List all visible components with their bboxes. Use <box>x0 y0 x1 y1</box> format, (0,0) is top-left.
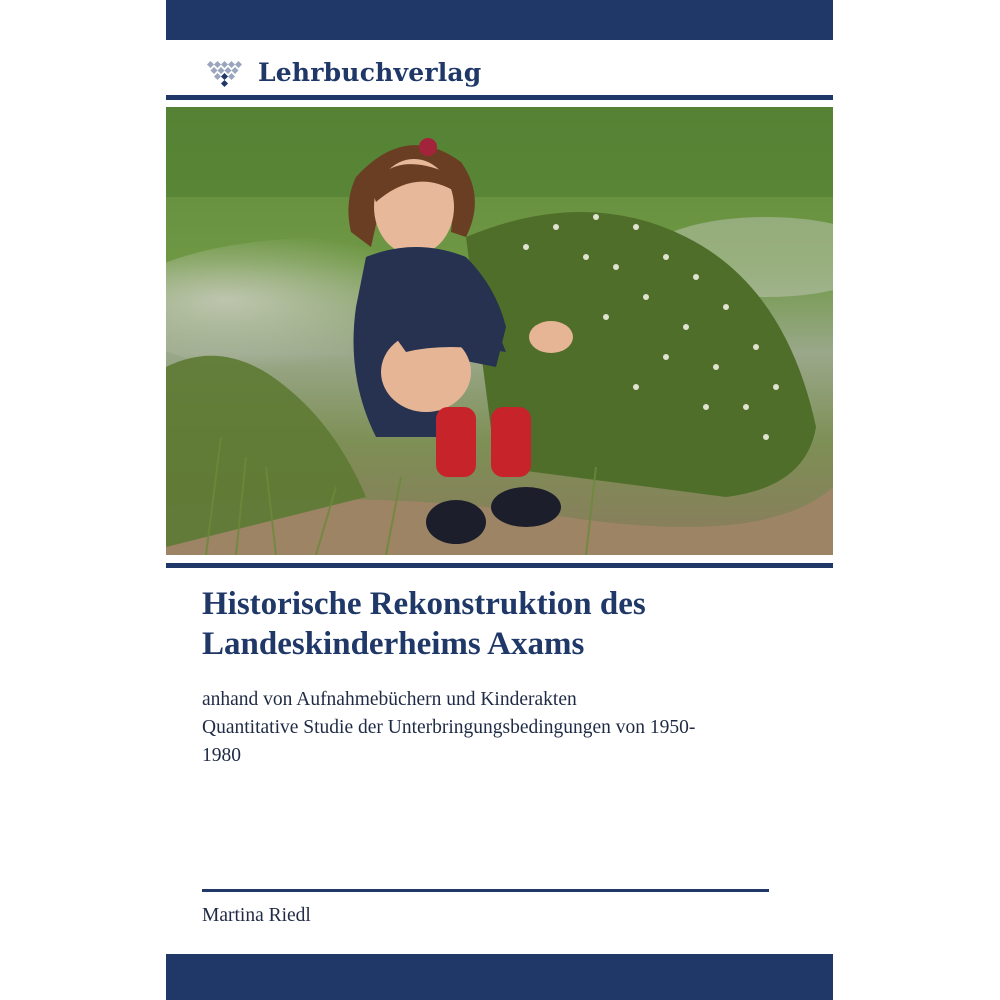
book-subtitle-line: anhand von Aufnahmebüchern und Kinderakten <box>202 689 577 710</box>
cover-photo-illustration <box>166 107 833 555</box>
header-divider <box>166 95 833 100</box>
book-title-line: Landeskinderheims Axams <box>202 626 585 662</box>
photo-divider <box>166 563 833 568</box>
book-title <box>202 584 802 664</box>
author-name: Martina Riedl <box>202 905 311 926</box>
author-divider <box>202 889 769 892</box>
book-cover <box>166 0 833 1000</box>
book-subtitle <box>202 686 762 770</box>
publisher-name: Lehrbuchverlag <box>258 57 482 87</box>
book-title-line: Historische Rekonstruktion des <box>202 586 646 622</box>
diamond-grid-logo-icon <box>202 52 250 92</box>
cover-photo <box>166 107 833 555</box>
bottom-color-band <box>166 954 833 1000</box>
top-color-band <box>166 0 833 40</box>
book-subtitle-line: 1980 <box>202 745 241 766</box>
book-subtitle-line: Quantitative Studie der Unterbringungsbedingungen von 1950- <box>202 717 696 738</box>
publisher-logo <box>202 50 481 94</box>
